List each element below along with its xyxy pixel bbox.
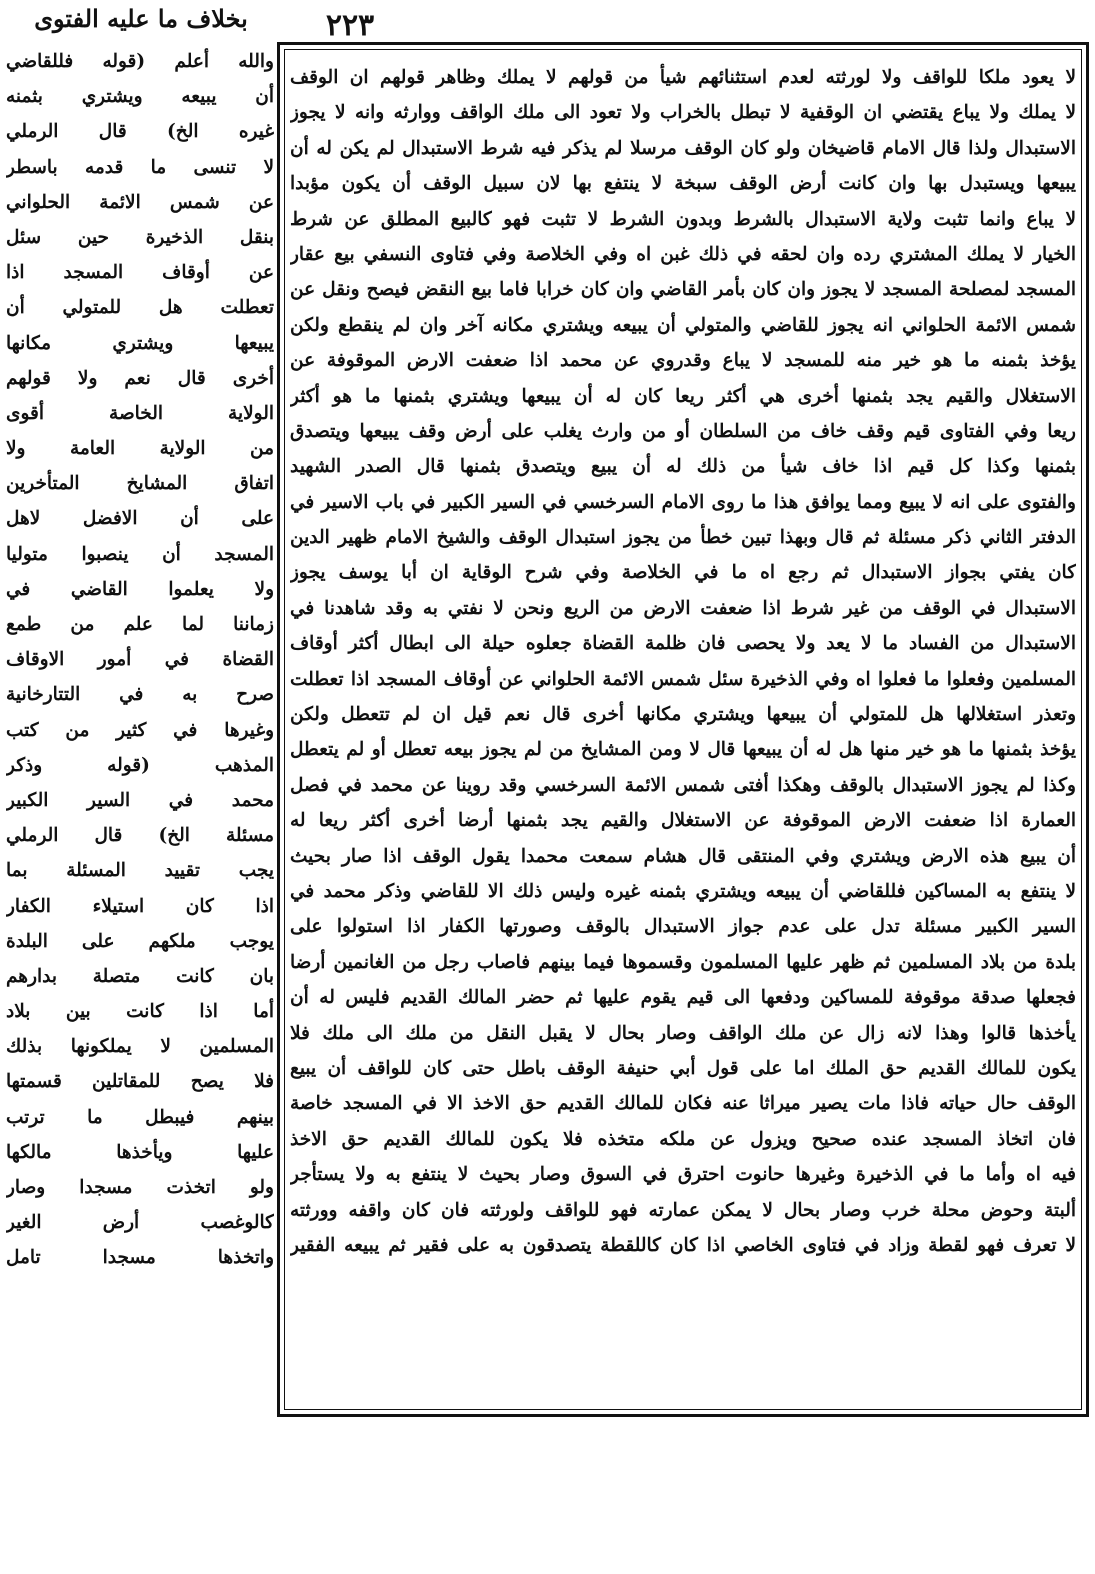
margin-text-line: ولو اتخذت مسجدا وصار: [6, 1177, 274, 1198]
margin-text-line: زماننا لما علم من طمع: [6, 614, 274, 635]
main-text-line: الاستبدال في الوقف من غير شرط اذا ضعفت الارض من الريع ونحن لا نفتي به وقد شاهدنا في: [290, 597, 1076, 619]
margin-text-line: من الولاية العامة ولا: [6, 438, 274, 460]
margin-text-line: عن شمس الائمة الحلواني: [6, 191, 274, 213]
margin-text-line: بينهم فيبطل ما ترتب: [6, 1106, 274, 1128]
main-text-line: الاستبدال ولذا قال الامام قاضيخان ولو كان الوقف مرسلا لم يذكر فيه شرط الاستبدال لم يكن له أن: [290, 137, 1076, 159]
margin-text-line: يوجب ملكهم على البلدة: [6, 930, 274, 952]
margin-text-line: بان كانت متصلة بدارهم: [6, 965, 274, 987]
margin-heading: بخلاف ما عليه الفتوى: [34, 4, 248, 33]
main-text-line: وكذا لم يجوز الاستبدال بالوقف وهكذا أفتى شمس الائمة السرخسي وقد روينا عن محمد في فصل: [290, 774, 1076, 796]
main-text-line: ألبتة وحوض محلة خرب وصار بحال لا يمكن عمارته فهو للواقف ولورثته فان كان واقفه وورثته: [290, 1199, 1076, 1221]
main-text-line: السير الكبير مسئلة تدل على عدم جواز الاستبدال بالوقف وصورتها الكفار اذا استولوا على: [290, 916, 1076, 938]
margin-text-line: اتفاق المشايخ المتأخرين: [6, 473, 274, 495]
main-text-line: فيه اه وأما ما في الذخيرة وغيرها حانوت احترق في السوق وصار بحيث لا ينتفع به ولا يستأجر: [290, 1164, 1076, 1186]
margin-text-line: تعطلت هل للمتولي أن: [6, 297, 274, 319]
main-text-line: وتعذر استغلالها هل للمتولي أن يبيعها ويشتري مكانها أخرى قال نعم قيل ان لم تتعطل ولكن: [290, 704, 1076, 726]
margin-text-line: المسجد أن ينصبوا متوليا: [6, 543, 274, 565]
main-text-line: بلدة من بلاد المسلمين ثم ظهر عليها المسلمون وقسموها فيما بينهم فاصاب رجل من الغانمين أرضا: [290, 951, 1076, 973]
main-text-line: يبيعها ويستبدل بها وان كانت أرض الوقف سبخة لا ينتفع بها لان سبيل الوقف أن يكون مؤبدا: [290, 173, 1076, 195]
main-text-line: الاستبدال من الفساد ما لا يعد ولا يحصى فان ظلمة القضاة جعلوه حيلة الى ابطال أكثر أوقاف: [290, 633, 1076, 655]
margin-text-line: صرح به في التتارخانية: [6, 684, 274, 706]
main-text-line: كان يفتي بجواز الاستبدال ثم رجع اه ما في الخلاصة وفي شرح الوقاية ان أبا يوسف يجوز: [290, 562, 1076, 584]
main-text-line: فجعلها صدقة موقوفة للمساكين ودفعها الى قيم يقوم عليها ثم حضر المالك القديم فليس له أن: [290, 987, 1076, 1009]
margin-text-line: أخرى قال نعم ولا قولهم: [6, 367, 274, 389]
main-text-line: يأخذها قالوا وهذا لانه زال عن ملك الواقف وصار بحال لا يقبل النقل من ملك الى ملك فلا: [290, 1022, 1076, 1044]
margin-text-line: لا تنسى ما قدمه باسطر: [6, 156, 274, 178]
margin-text-line: مسئلة الخ) قال الرملي: [6, 825, 274, 847]
main-text-line: يؤخذ بثمنها ما هو خير منها هل له أن يبيعها قال لا ومن المشايخ من لم يجوز بيعه تعطل أو لم يتعطل: [290, 739, 1076, 761]
main-text-line: لا يباع وانما تثبت ولاية الاستبدال بالشرط وبدون الشرط لا تثبت فهو كالبيع المطلق عن شرط: [290, 208, 1076, 230]
margin-text-line: على أن الافضل لاهل: [6, 508, 274, 530]
page-number: ٢٢٣: [325, 8, 375, 43]
main-text-block: [290, 60, 1076, 1404]
main-text-line: الدفتر الثاني ذكر مسئلة ثم قال وبهذا تبين خطأ من يجوز استبدال الوقف والشيخ الامام ظهير الدين: [290, 527, 1076, 549]
main-text-line: بثمنها وكذا كل قيم اذا خاف شيأ من ذلك له أن يبيع ويتصدق بثمنها قال الصدر الشهيد: [290, 456, 1076, 478]
main-text-line: العمارة اذا ضعفت الارض الموقوفة عن الاستغلال والقيم يجد بثمنها أرضا أخرى أكثر ريعا له: [290, 810, 1076, 832]
main-text-line: الاستغلال والقيم يجد بثمنها أخرى هي أكثر ريعا كان له أن يبيعها ويشتري بثمنها ما هو أكثر: [290, 385, 1076, 407]
margin-text-line: عن أوقاف المسجد اذا: [6, 262, 274, 284]
margin-text-line: اذا كان استيلاء الكفار: [6, 895, 274, 917]
main-text-line: فان اتخاذ المسجد عنده صحيح ويزول عن ملكه متخذه فلا يكون للمالك القديم حق الاخذ: [290, 1128, 1076, 1150]
margin-commentary-column: [6, 44, 274, 1444]
margin-text-line: والله أعلم (قوله فللقاضي: [6, 51, 274, 72]
main-text-line: ريعا وفي الفتاوى قيم وقف خاف من السلطان أو من وارث يغلب على أرض وقف يبيعها ويتصدق: [290, 420, 1076, 442]
margin-text-line: فلا يصح للمقاتلين قسمتها: [6, 1071, 274, 1093]
margin-text-line: ولا يعلموا القاضي في: [6, 578, 274, 600]
main-text-line: الخيار لا يملك المشتري رده وان لحقه في ذلك غبن اه وفي الخلاصة وفي فتاوى النسفي بيع عقار: [290, 243, 1076, 265]
margin-text-line: وغيرها في كثير من كتب: [6, 719, 274, 741]
margin-text-line: يبيعها ويشتري مكانها: [6, 332, 274, 354]
main-text-line: الوقف حال حياته فاذا مات يصير ميراثا عنه فكان للمالك القديم حق الاخذ الا في المسجد خاصة: [290, 1093, 1076, 1115]
margin-text-line: كالوغصب أرض الغير: [6, 1212, 274, 1234]
main-text-line: يكون للمالك القديم حق الملك اما على قول أبي حنيفة الوقف باطل حتى كان للواقف أن يبيع: [290, 1057, 1076, 1079]
margin-text-line: بنقل الذخيرة حين سئل: [6, 226, 274, 248]
main-text-line: يؤخذ بثمنه ما هو خير منه للمسجد لا يباع وقدروي عن محمد اذا ضعفت الارض الموقوفة عن: [290, 350, 1076, 372]
margin-text-line: الولاية الخاصة أقوى: [6, 402, 274, 424]
main-text-line: لا يعود ملكا للواقف ولا لورثته لعدم استثنائهم شيأ من قولهم لا يملك وظاهر قولهم ان الوقف: [290, 67, 1076, 88]
main-text-line: شمس الائمة الحلواني انه يجوز للقاضي والمتولي أن يبيعه ويشتري مكانه آخر وان لم ينقطع ولكن: [290, 314, 1076, 336]
margin-text-line: المذهب (قوله وذكر: [6, 754, 274, 776]
margin-text-line: أن يبيعه ويشتري بثمنه: [6, 86, 274, 108]
margin-text-line: أما اذا كانت بين بلاد: [6, 1001, 274, 1023]
main-text-line: لا ينتفع به المساكين فللقاضي أن يبيعه ويشتري بثمنه غيره وليس ذلك الا للقاضي وذكر محمد في: [290, 880, 1076, 902]
margin-text-line: عليها ويأخذها مالكها: [6, 1141, 274, 1163]
main-text-line: أن يبيع هذه الارض ويشتري وفي المنتقى قال هشام سمعت محمدا يقول الوقف اذا صار بحيث: [290, 845, 1076, 867]
margin-text-line: واتخذها مسجدا تامل: [6, 1247, 274, 1269]
main-text-line: لا يملك ولا يباع يقتضي ان الوقفية لا تبطل بالخراب ولا تعود الى ملك الواقف ووارثه وانه لا يجوز: [290, 102, 1076, 124]
margin-text-line: المسلمين لا يملكونها بذلك: [6, 1036, 274, 1058]
margin-text-line: غيره الخ) قال الرملي: [6, 121, 274, 143]
margin-text-line: القضاة في أمور الاوقاف: [6, 649, 274, 671]
margin-text-line: يجب تقييد المسئلة بما: [6, 860, 274, 882]
main-text-line: المسلمين وفعلوا ما فعلوا اه وفي الذخيرة سئل شمس الائمة الحلواني عن أوقاف المسجد اذا تعطلت: [290, 668, 1076, 690]
main-text-line: لا تعرف فهو لقطة وزاد في فتاوى الخاصي اذا كان كاللقطة يتصدقون به على فقير ثم يبيعه الفقير: [290, 1234, 1076, 1256]
main-text-line: والفتوى على انه لا يبيع ومما يوافق هذا ما روى الامام السرخسي في السير الكبير في باب الاسير في: [290, 491, 1076, 513]
margin-text-line: محمد في السير الكبير: [6, 789, 274, 811]
main-text-line: المسجد لمصلحة المسجد لا يجوز وان كان بأمر القاضي وان كان خرابا فاما بيع النقض فيصح ونقل عن: [290, 279, 1076, 301]
